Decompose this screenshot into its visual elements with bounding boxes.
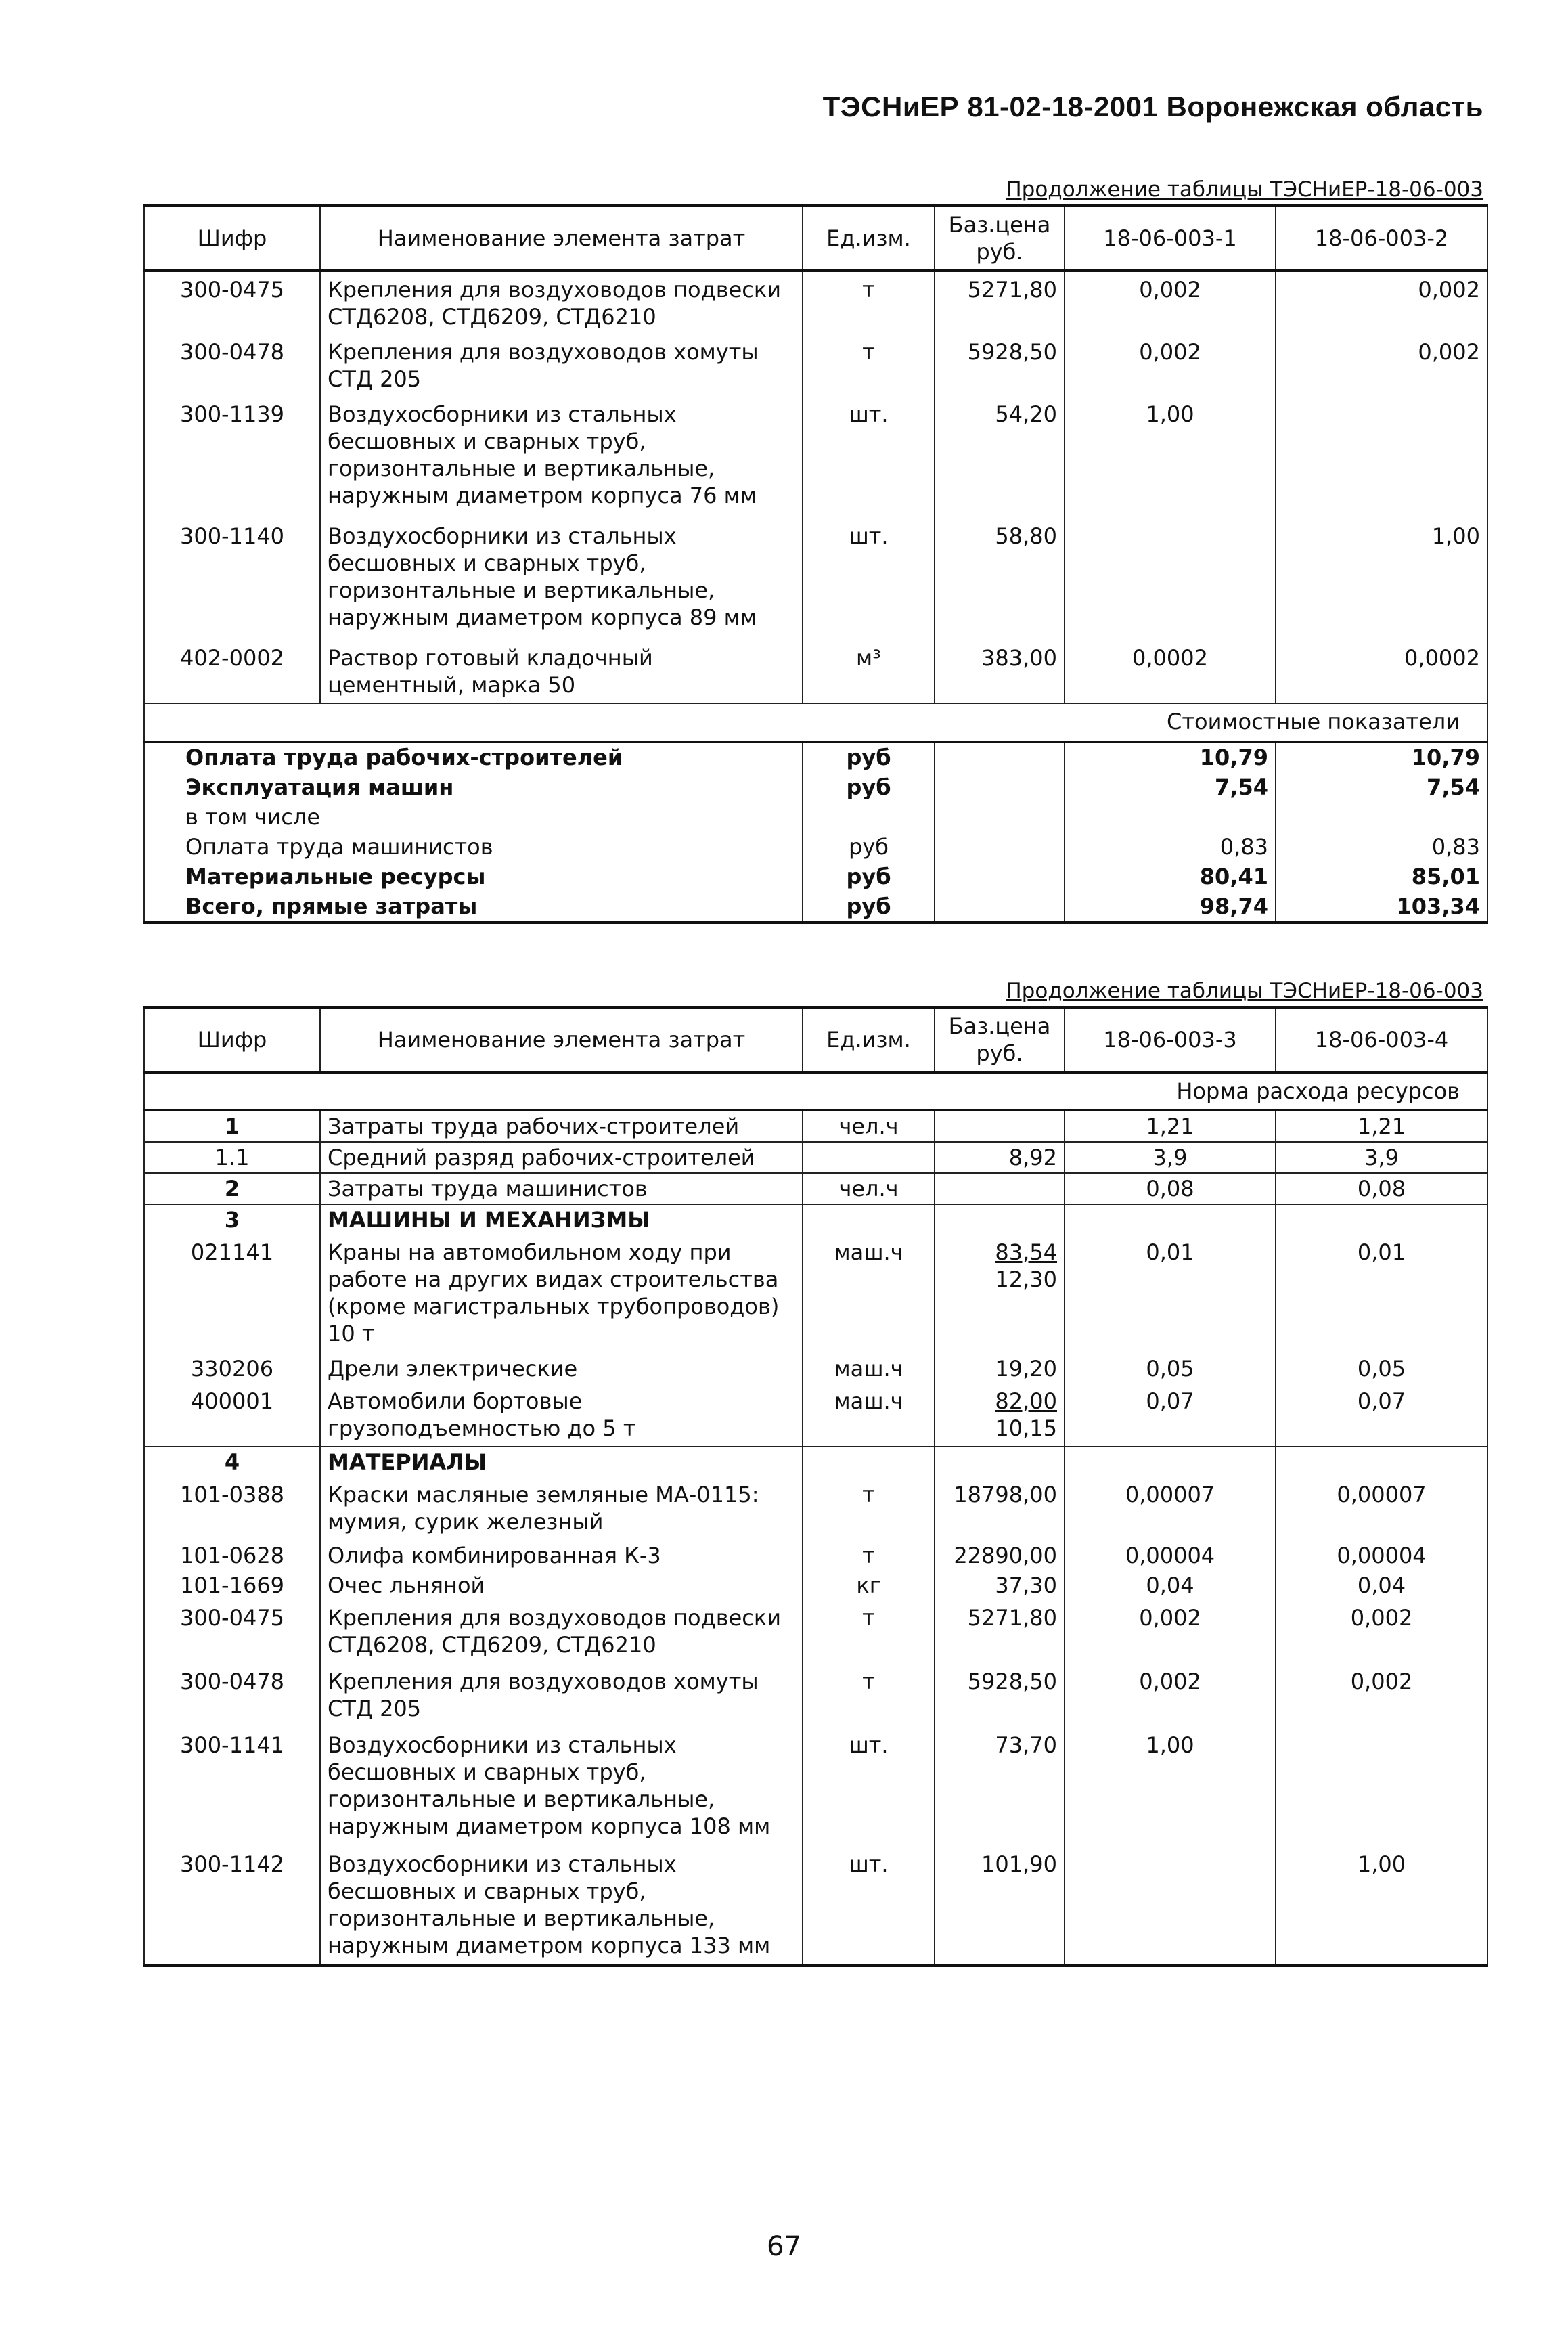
row-name: Крепления для воздуховодов подвески СТД6208, СТД6209, СТД6210 bbox=[320, 1600, 803, 1664]
empty-cell bbox=[803, 1204, 935, 1235]
section-title: МАШИНЫ И МЕХАНИЗМЫ bbox=[320, 1204, 803, 1235]
row-value-2: 3,9 bbox=[1276, 1142, 1487, 1173]
row-name: Крепления для воздуховодов хомуты СТД 205 bbox=[320, 1664, 803, 1727]
row-price-base: 82,00 bbox=[995, 1388, 1057, 1414]
cost-row-value-1: 0,83 bbox=[1065, 832, 1276, 862]
row-code: 3 bbox=[144, 1204, 320, 1235]
row-unit: т bbox=[803, 1600, 935, 1664]
row-value-2: 0,01 bbox=[1276, 1235, 1487, 1354]
cost-row bbox=[144, 832, 1487, 862]
row-value-2: 0,07 bbox=[1276, 1384, 1487, 1447]
empty-cell bbox=[803, 1447, 935, 1477]
row-value-1: 0,0002 bbox=[1065, 640, 1276, 703]
row-price: 73,70 bbox=[935, 1727, 1065, 1847]
row-price bbox=[935, 1235, 1065, 1354]
row-name: Краны на автомобильном ходу при работе на других видах строительства (кроме магистральных трубопроводов) 10 т bbox=[320, 1235, 803, 1354]
row-value-1: 0,04 bbox=[1065, 1570, 1276, 1600]
row-name: Раствор готовый кладочный цементный, марка 50 bbox=[320, 640, 803, 703]
row-price: 5271,80 bbox=[935, 1600, 1065, 1664]
row-code: 300-1141 bbox=[144, 1727, 320, 1847]
row-name: Затраты труда рабочих-строителей bbox=[320, 1110, 803, 1142]
row-value-1: 0,00007 bbox=[1065, 1477, 1276, 1541]
row-value-1: 1,00 bbox=[1065, 1727, 1276, 1847]
row-price: 101,90 bbox=[935, 1847, 1065, 1966]
cost-row-value-1: 98,74 bbox=[1065, 891, 1276, 923]
row-price: 18798,00 bbox=[935, 1477, 1065, 1541]
col-header-code: Шифр bbox=[144, 206, 320, 271]
resource-table-2 bbox=[143, 1006, 1488, 1967]
row-value-2: 1,00 bbox=[1276, 1847, 1487, 1966]
col-header-unit: Ед.изм. bbox=[803, 1007, 935, 1072]
empty-cell bbox=[1065, 1204, 1276, 1235]
cost-row-value-2: 85,01 bbox=[1276, 862, 1487, 891]
table2-header-row bbox=[144, 1007, 1487, 1072]
col-header-code: Шифр bbox=[144, 1007, 320, 1072]
row-price: 58,80 bbox=[935, 519, 1065, 640]
table-row bbox=[144, 519, 1487, 640]
row-value-1: 1,21 bbox=[1065, 1110, 1276, 1142]
row-unit: т bbox=[803, 1664, 935, 1727]
cost-row-name: Оплата труда машинистов bbox=[144, 832, 803, 862]
band-label-resource-norm: Норма расхода ресурсов bbox=[144, 1072, 1487, 1110]
cost-row-value-2: 10,79 bbox=[1276, 741, 1487, 772]
empty-cell bbox=[1276, 1447, 1487, 1477]
row-code: 2 bbox=[144, 1173, 320, 1204]
row-name: Затраты труда машинистов bbox=[320, 1173, 803, 1204]
row-unit: м³ bbox=[803, 640, 935, 703]
section-row bbox=[144, 1447, 1487, 1477]
table-row bbox=[144, 1384, 1487, 1447]
table-row bbox=[144, 334, 1487, 397]
col-header-norm-3: 18-06-003-3 bbox=[1065, 1007, 1276, 1072]
row-price: 5271,80 bbox=[935, 271, 1065, 334]
row-unit: т bbox=[803, 271, 935, 334]
cost-row-unit bbox=[803, 802, 935, 832]
empty-cell bbox=[935, 1204, 1065, 1235]
cost-row bbox=[144, 802, 1487, 832]
cost-row-empty bbox=[935, 772, 1065, 802]
row-code: 300-0475 bbox=[144, 271, 320, 334]
row-name: Крепления для воздуховодов хомуты СТД 205 bbox=[320, 334, 803, 397]
cost-row bbox=[144, 891, 1487, 923]
empty-cell bbox=[935, 1447, 1065, 1477]
col-header-norm-4: 18-06-003-4 bbox=[1276, 1007, 1487, 1072]
row-unit: шт. bbox=[803, 519, 935, 640]
cost-row-value-1 bbox=[1065, 802, 1276, 832]
row-code: 021141 bbox=[144, 1235, 320, 1354]
row-value-1: 0,002 bbox=[1065, 1664, 1276, 1727]
cost-row-empty bbox=[935, 802, 1065, 832]
table-row bbox=[144, 1477, 1487, 1541]
row-unit: чел.ч bbox=[803, 1110, 935, 1142]
row-price: 5928,50 bbox=[935, 1664, 1065, 1727]
row-price: 22890,00 bbox=[935, 1541, 1065, 1570]
row-code: 402-0002 bbox=[144, 640, 320, 703]
col-header-name: Наименование элемента затрат bbox=[320, 1007, 803, 1072]
row-price-wage: 12,30 bbox=[995, 1266, 1057, 1292]
row-value-1: 0,002 bbox=[1065, 271, 1276, 334]
row-value-2 bbox=[1276, 397, 1487, 519]
row-value-1: 0,05 bbox=[1065, 1354, 1276, 1384]
table1-header-row bbox=[144, 206, 1487, 271]
cost-row-name: Оплата труда рабочих-строителей bbox=[144, 741, 803, 772]
row-value-1: 0,002 bbox=[1065, 334, 1276, 397]
row-unit: т bbox=[803, 334, 935, 397]
row-name: Очес льняной bbox=[320, 1570, 803, 1600]
col-header-norm-2: 18-06-003-2 bbox=[1276, 206, 1487, 271]
table-row bbox=[144, 1664, 1487, 1727]
row-unit: шт. bbox=[803, 1847, 935, 1966]
row-value-1: 3,9 bbox=[1065, 1142, 1276, 1173]
cost-row-unit: руб bbox=[803, 741, 935, 772]
band-label-cost-indicators: Стоимостные показатели bbox=[144, 703, 1487, 741]
row-code: 101-0388 bbox=[144, 1477, 320, 1541]
row-value-1 bbox=[1065, 519, 1276, 640]
row-name: Воздухосборники из стальных бесшовных и сварных труб, горизонтальные и вертикальные, наружным диаметром корпуса 108 мм bbox=[320, 1727, 803, 1847]
table-row bbox=[144, 640, 1487, 703]
row-value-2: 0,04 bbox=[1276, 1570, 1487, 1600]
row-code: 101-0628 bbox=[144, 1541, 320, 1570]
row-price: 37,30 bbox=[935, 1570, 1065, 1600]
row-unit: маш.ч bbox=[803, 1235, 935, 1354]
cost-row-value-1: 10,79 bbox=[1065, 741, 1276, 772]
table2-continuation-caption: Продолжение таблицы ТЭСНиЕР-18-06-003 bbox=[1006, 979, 1483, 1003]
cost-row-unit: руб bbox=[803, 772, 935, 802]
row-unit: т bbox=[803, 1541, 935, 1570]
table-row bbox=[144, 271, 1487, 334]
row-unit: шт. bbox=[803, 1727, 935, 1847]
row-value-1: 0,07 bbox=[1065, 1384, 1276, 1447]
row-value-1: 0,01 bbox=[1065, 1235, 1276, 1354]
cost-row bbox=[144, 772, 1487, 802]
row-price: 5928,50 bbox=[935, 334, 1065, 397]
cost-row-empty bbox=[935, 832, 1065, 862]
row-price-base: 83,54 bbox=[995, 1239, 1057, 1265]
col-header-unit: Ед.изм. bbox=[803, 206, 935, 271]
row-code: 4 bbox=[144, 1447, 320, 1477]
row-value-2: 0,002 bbox=[1276, 1664, 1487, 1727]
table-row bbox=[144, 1142, 1487, 1173]
row-value-2: 0,0002 bbox=[1276, 640, 1487, 703]
resource-table-1 bbox=[143, 204, 1488, 924]
band-row bbox=[144, 703, 1487, 741]
row-name: Олифа комбинированная К-3 bbox=[320, 1541, 803, 1570]
table-row bbox=[144, 1541, 1487, 1570]
row-code: 300-0475 bbox=[144, 1600, 320, 1664]
row-value-1: 1,00 bbox=[1065, 397, 1276, 519]
row-unit: маш.ч bbox=[803, 1354, 935, 1384]
cost-row-value-1: 80,41 bbox=[1065, 862, 1276, 891]
row-price: 19,20 bbox=[935, 1354, 1065, 1384]
table-row bbox=[144, 1570, 1487, 1600]
section-row bbox=[144, 1204, 1487, 1235]
row-code: 300-1139 bbox=[144, 397, 320, 519]
band-row bbox=[144, 1072, 1487, 1110]
col-header-norm-1: 18-06-003-1 bbox=[1065, 206, 1276, 271]
col-header-price: Баз.цена руб. bbox=[935, 206, 1065, 271]
cost-row-unit: руб bbox=[803, 832, 935, 862]
row-value-2 bbox=[1276, 1727, 1487, 1847]
row-value-2: 1,00 bbox=[1276, 519, 1487, 640]
table-row bbox=[144, 1727, 1487, 1847]
row-name: Воздухосборники из стальных бесшовных и сварных труб, горизонтальные и вертикальные, наружным диаметром корпуса 133 мм bbox=[320, 1847, 803, 1966]
cost-row-empty bbox=[935, 862, 1065, 891]
row-value-2: 0,002 bbox=[1276, 271, 1487, 334]
row-unit: шт. bbox=[803, 397, 935, 519]
row-unit: чел.ч bbox=[803, 1173, 935, 1204]
cost-row bbox=[144, 862, 1487, 891]
row-value-2: 0,00004 bbox=[1276, 1541, 1487, 1570]
row-name: Средний разряд рабочих-строителей bbox=[320, 1142, 803, 1173]
cost-row bbox=[144, 741, 1487, 772]
table1-continuation-caption: Продолжение таблицы ТЭСНиЕР-18-06-003 bbox=[1006, 177, 1483, 202]
row-code: 330206 bbox=[144, 1354, 320, 1384]
cost-row-name: Эксплуатация машин bbox=[144, 772, 803, 802]
row-name: Краски масляные земляные МА-0115: мумия, сурик железный bbox=[320, 1477, 803, 1541]
table-row bbox=[144, 1235, 1487, 1354]
cost-row-value-2: 7,54 bbox=[1276, 772, 1487, 802]
empty-cell bbox=[1276, 1204, 1487, 1235]
row-value-1 bbox=[1065, 1847, 1276, 1966]
row-value-2: 0,08 bbox=[1276, 1173, 1487, 1204]
row-value-2: 0,002 bbox=[1276, 1600, 1487, 1664]
row-unit bbox=[803, 1142, 935, 1173]
table-row bbox=[144, 1600, 1487, 1664]
table-row bbox=[144, 1173, 1487, 1204]
section-title: МАТЕРИАЛЫ bbox=[320, 1447, 803, 1477]
row-value-1: 0,002 bbox=[1065, 1600, 1276, 1664]
cost-row-unit: руб bbox=[803, 891, 935, 923]
table-row bbox=[144, 1354, 1487, 1384]
table-row bbox=[144, 1110, 1487, 1142]
row-value-1: 0,08 bbox=[1065, 1173, 1276, 1204]
row-price: 54,20 bbox=[935, 397, 1065, 519]
row-price bbox=[935, 1110, 1065, 1142]
row-name: Крепления для воздуховодов подвески СТД6208, СТД6209, СТД6210 bbox=[320, 271, 803, 334]
page-number: 67 bbox=[767, 2231, 801, 2262]
cost-row-name: в том числе bbox=[144, 802, 803, 832]
table-row bbox=[144, 1847, 1487, 1966]
row-name: Воздухосборники из стальных бесшовных и сварных труб, горизонтальные и вертикальные, наружным диаметром корпуса 89 мм bbox=[320, 519, 803, 640]
col-header-name: Наименование элемента затрат bbox=[320, 206, 803, 271]
cost-row-empty bbox=[935, 891, 1065, 923]
page-header-title: ТЭСНиЕР 81-02-18-2001 Воронежская область bbox=[822, 91, 1483, 123]
table-row bbox=[144, 397, 1487, 519]
row-unit: маш.ч bbox=[803, 1384, 935, 1447]
cost-row-name: Материальные ресурсы bbox=[144, 862, 803, 891]
row-price bbox=[935, 1384, 1065, 1447]
cost-row-unit: руб bbox=[803, 862, 935, 891]
row-value-2: 0,00007 bbox=[1276, 1477, 1487, 1541]
empty-cell bbox=[1065, 1447, 1276, 1477]
cost-row-value-2: 0,83 bbox=[1276, 832, 1487, 862]
row-value-2: 0,002 bbox=[1276, 334, 1487, 397]
row-code: 300-0478 bbox=[144, 334, 320, 397]
cost-row-value-1: 7,54 bbox=[1065, 772, 1276, 802]
row-code: 1.1 bbox=[144, 1142, 320, 1173]
row-price: 383,00 bbox=[935, 640, 1065, 703]
row-code: 101-1669 bbox=[144, 1570, 320, 1600]
row-value-2: 1,21 bbox=[1276, 1110, 1487, 1142]
row-price: 8,92 bbox=[935, 1142, 1065, 1173]
row-code: 300-1142 bbox=[144, 1847, 320, 1966]
row-unit: кг bbox=[803, 1570, 935, 1600]
row-name: Дрели электрические bbox=[320, 1354, 803, 1384]
cost-row-value-2 bbox=[1276, 802, 1487, 832]
row-code: 400001 bbox=[144, 1384, 320, 1447]
row-value-1: 0,00004 bbox=[1065, 1541, 1276, 1570]
row-code: 300-0478 bbox=[144, 1664, 320, 1727]
row-code: 300-1140 bbox=[144, 519, 320, 640]
row-price-wage: 10,15 bbox=[995, 1415, 1057, 1441]
cost-row-value-2: 103,34 bbox=[1276, 891, 1487, 923]
col-header-price: Баз.цена руб. bbox=[935, 1007, 1065, 1072]
row-name: Автомобили бортовые грузоподъемностью до 5 т bbox=[320, 1384, 803, 1447]
row-name: Воздухосборники из стальных бесшовных и сварных труб, горизонтальные и вертикальные, наружным диаметром корпуса 76 мм bbox=[320, 397, 803, 519]
row-price bbox=[935, 1173, 1065, 1204]
row-value-2: 0,05 bbox=[1276, 1354, 1487, 1384]
cost-row-name: Всего, прямые затраты bbox=[144, 891, 803, 923]
row-code: 1 bbox=[144, 1110, 320, 1142]
row-unit: т bbox=[803, 1477, 935, 1541]
cost-row-empty bbox=[935, 741, 1065, 772]
